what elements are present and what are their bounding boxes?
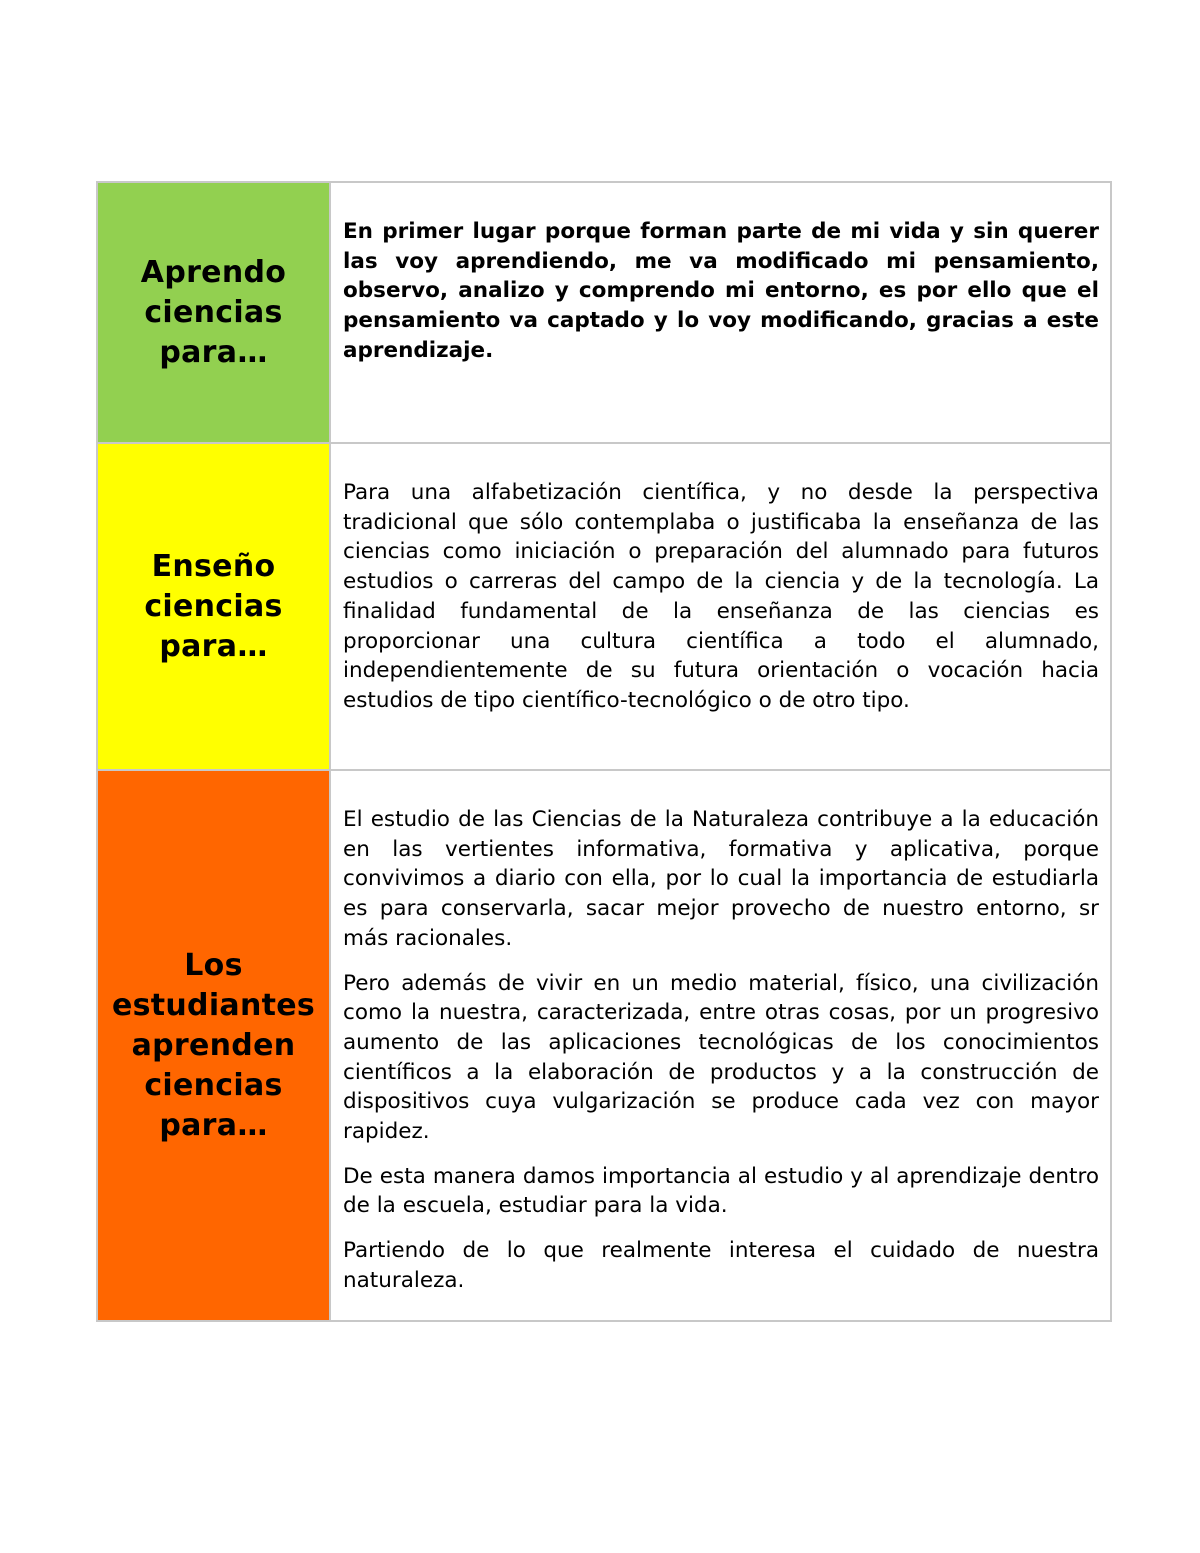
- row-label-cell: [97, 770, 330, 1321]
- row-label-cell: [97, 443, 330, 770]
- paragraph: De esta manera damos importancia al estudio y al aprendizaje dentro de la escuela, estudiar para la vida.: [343, 1163, 1099, 1219]
- table-row: [97, 182, 1111, 443]
- row-content-cell: [330, 770, 1111, 1321]
- row-label: Aprendo ciencias para…: [140, 254, 287, 370]
- paragraph: Partiendo de lo que realmente interesa el cuidado de nuestra naturaleza.: [343, 1238, 1099, 1293]
- content-table: [96, 181, 1112, 1322]
- row-label: Los estudiantes aprenden ciencias para…: [111, 947, 316, 1143]
- paragraph: Pero además de vivir en un medio material, físico, una civilización como la nuestra, caracterizada, entre otras cosas, por un progresivo aumento de las aplicaciones tecnológicas de los conocimientos científicos a la elaboración de productos y a la construcción de dispositivos cuya vulgarización se produce cada vez con mayor rapidez.: [343, 970, 1099, 1145]
- row-label-cell: [97, 182, 330, 443]
- row-content-cell: [330, 182, 1111, 443]
- paragraph: Para una alfabetización científica, y no desde la perspectiva tradicional que sólo contemplaba o justificaba la enseñanza de las ciencias como iniciación o preparación del alumnado para futuros estudios o carreras del campo de la ciencia y de la tecnología. La finalidad fundamental de la enseñanza de las ciencias es proporcionar una cultura científica a todo el alumnado, independientemente de su futura orientación o vocación hacia estudios de tipo científico-tecnológico o de otro tipo.: [343, 480, 1099, 713]
- table-row: [97, 443, 1111, 770]
- paragraph: El estudio de las Ciencias de la Naturaleza contribuye a la educación en las vertientes informativa, formativa y aplicativa, porque convivimos a diario con ella, por lo cual la importancia de estudiarla es para conservarla, sacar mejor provecho de nuestro entorno, sr más racionales.: [343, 807, 1099, 951]
- table-row: [97, 770, 1111, 1321]
- row-label: Enseño ciencias para…: [144, 548, 283, 664]
- row-content-cell: [330, 443, 1111, 770]
- paragraph: En primer lugar porque forman parte de mi vida y sin querer las voy aprendiendo, me va modificado mi pensamiento, observo, analizo y comprendo mi entorno, es por ello que el pensamiento va captado y lo voy modificando, gracias a este aprendizaje.: [343, 219, 1099, 363]
